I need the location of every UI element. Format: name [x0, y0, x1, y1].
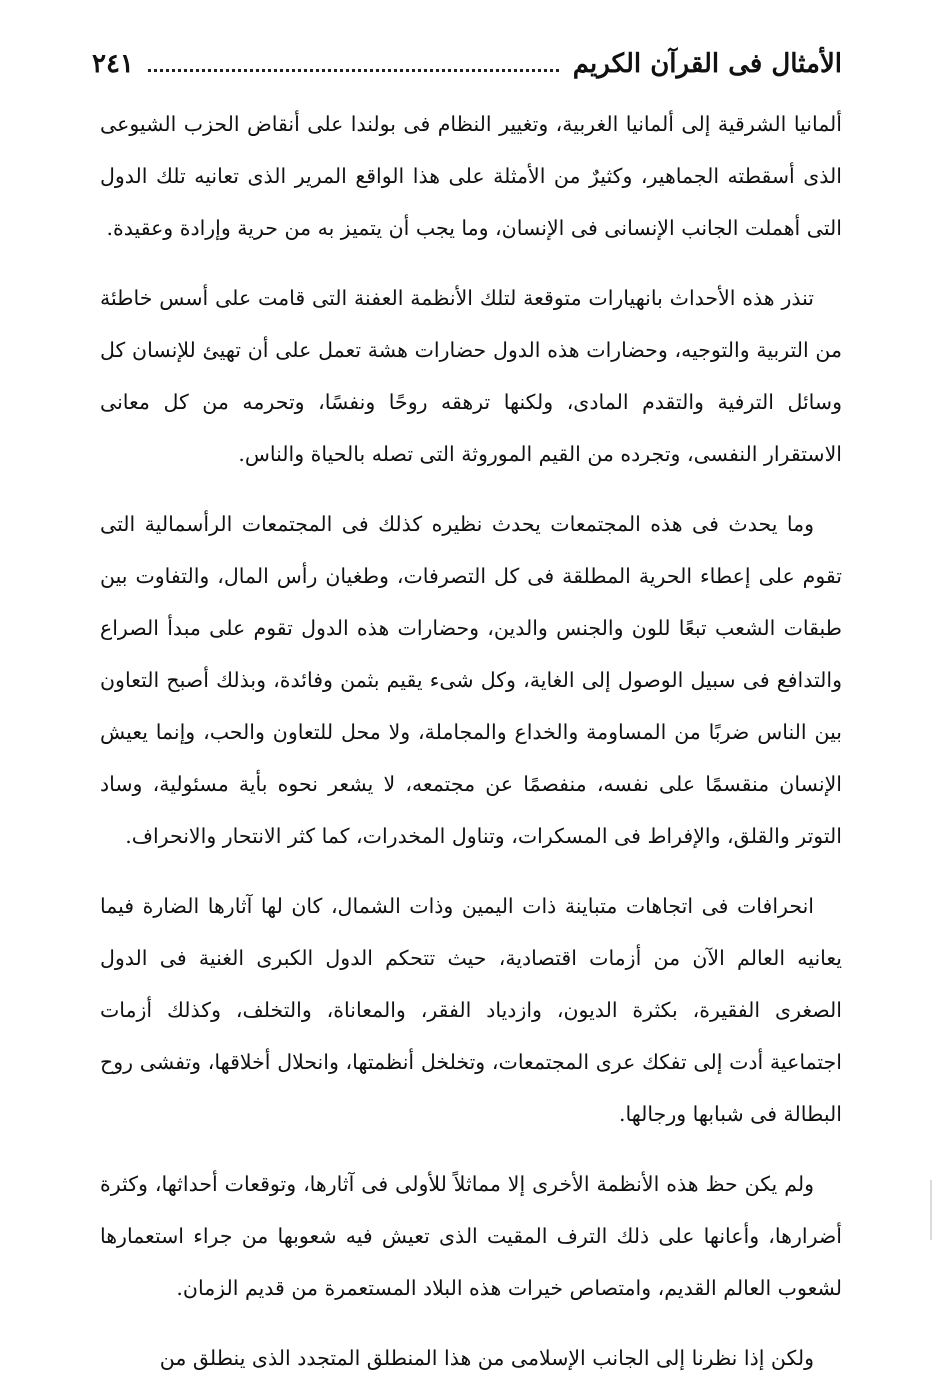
paragraph: انحرافات فى اتجاهات متباينة ذات اليمين وذات الشمال، كان لها آثارها الضارة فيما يعانيه العالم الآن من أزمات اقتصادية، حيث تتحكم الدول الكبرى الغنية فى الدول الصغرى الفقيرة، بكثرة الديون، وازدياد الفقر، والمعاناة، والتخلف، وكذلك أزمات اجتماعية أدت إلى تفكك عرى المجتمعات، وتخلخل أنظمتها، وانحلال أخلاقها، وتفشى روح البطالة فى شبابها ورجالها. [100, 894, 842, 1126]
paragraph: وما يحدث فى هذه المجتمعات يحدث نظيره كذلك فى المجتمعات الرأسمالية التى تقوم على إعطاء الحرية المطلقة فى كل التصرفات، وطغيان رأس المال، والتفاوت بين طبقات الشعب تبعًا للون والجنس والدين، وحضارات هذه الدول تقوم على مبدأ الصراع والتدافع فى سبيل الوصول إلى الغاية، وكل شىء يقيم بثمن وفائدة، وبذلك أصبح التعاون بين الناس ضربًا من المساومة والخداع والمجاملة، ولا محل للتعاون والحب، وإنما يعيش الإنسان منقسمًا على نفسه، منفصمًا عن مجتمعه، لا يشعر نحوه بأية مسئولية، وساد التوتر والقلق، والإفراط فى المسكرات، وتناول المخدرات، كما كثر الانتحار والانحراف. [100, 512, 842, 848]
paragraph-continues-next-page: ولكن إذا نظرنا إلى الجانب الإسلامى من هذا المنطلق المتجدد الذى ينطلق من [159, 1346, 814, 1370]
paragraph: تنذر هذه الأحداث بانهيارات متوقعة لتلك الأنظمة العفنة التى قامت على أسس خاطئة من التربية والتوجيه، وحضارات هذه الدول حضارات هشة تعمل على أن تهيئ للإنسان كل وسائل الترفية والتقدم المادى، ولكنها ترهقه روحًا ونفسًا، وتحرمه من كل معانى الاستقرار النفسى، وتجرده من القيم الموروثة التى تصله بالحياة والناس. [100, 286, 842, 466]
paragraph-continuation: ألمانيا الشرقية إلى ألمانيا الغربية، وتغيير النظام فى بولندا على أنقاض الحزب الشيوعى الذى أسقطته الجماهير، وكثيرٌ من الأمثلة على هذا الواقع المرير الذى تعانيه تلك الدول التى أهملت الجانب الإنسانى فى الإنسان، وما يجب أن يتميز به من حرية وإرادة وعقيدة. [100, 112, 842, 240]
scan-edge-mark [930, 1180, 932, 1240]
page-number: ٢٤١ [92, 49, 134, 79]
running-header [92, 40, 842, 88]
header-title: الأمثال فى القرآن الكريم [572, 49, 842, 79]
header-dot-leader [148, 69, 559, 72]
paragraph: ولم يكن حظ هذه الأنظمة الأخرى إلا مماثلاً للأولى فى آثارها، وتوقعات أحداثها، وكثرة أضرارها، وأعانها على ذلك الترف المقيت الذى تعيش فيه شعوبها من جراء استعمارها لشعوب العالم القديم، وامتصاص خيرات هذه البلاد المستعمرة من قديم الزمان. [100, 1172, 842, 1300]
body-text [100, 98, 842, 1384]
